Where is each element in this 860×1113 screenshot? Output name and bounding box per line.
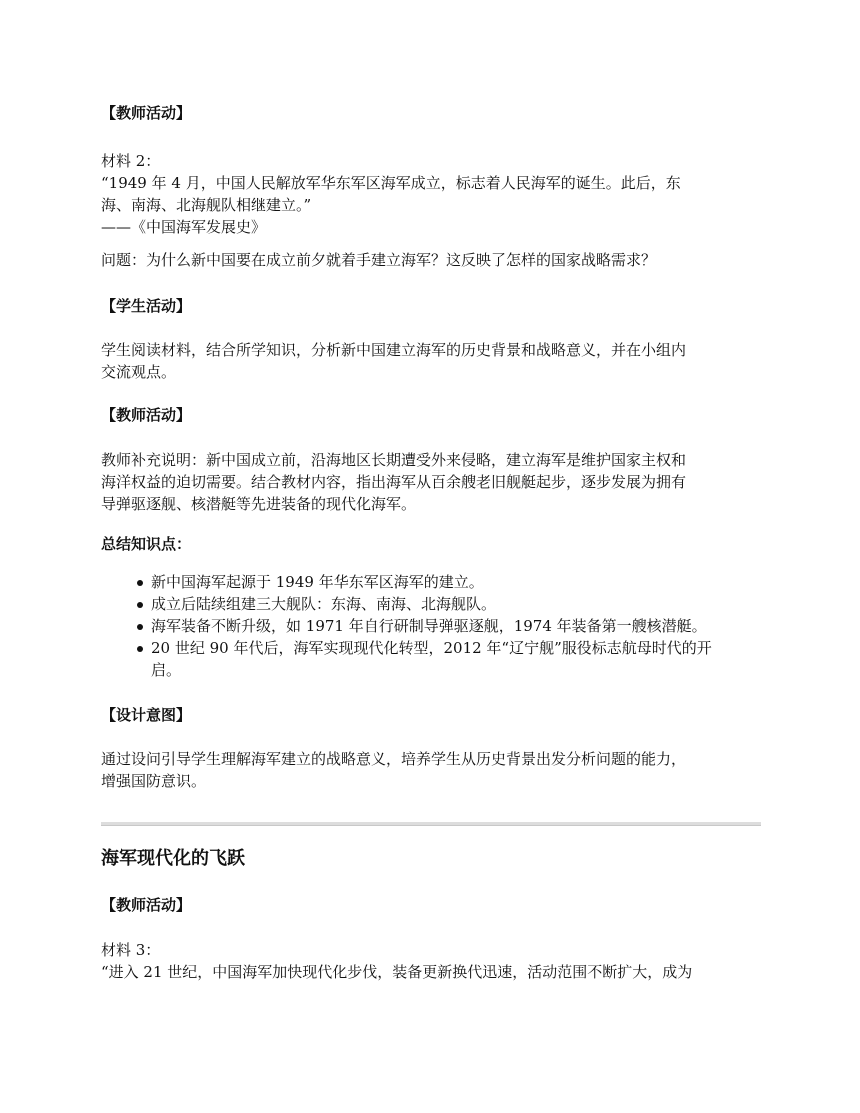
paragraph-line: 教师补充说明：新中国成立前，沿海地区长期遭受外来侵略，建立海军是维护国家主权和 (101, 451, 687, 469)
bullet-icon (137, 602, 143, 608)
material-2-quote-line: “1949 年 4 月，中国人民解放军华东军区海军成立，标志着人民海军的诞生。此后，东 (101, 174, 681, 192)
material-2-label: 材料 2： (101, 152, 161, 170)
teacher-activity-heading: 【教师活动】 (101, 896, 192, 914)
paragraph-line: 交流观点。 (101, 363, 177, 381)
design-intent-heading: 【设计意图】 (101, 706, 192, 724)
list-item (137, 571, 761, 593)
paragraph-line: 学生阅读材料，结合所学知识，分析新中国建立海军的历史背景和战略意义，并在小组内 (101, 341, 687, 359)
list-item-text: 海军装备不断升级，如 1971 年自行研制导弹驱逐舰，1974 年装备第一艘核潜艇。 (151, 617, 707, 635)
material-3-quote-line: “进入 21 世纪，中国海军加快现代化步伐，装备更新换代迅速，活动范围不断扩大，成为 (101, 963, 693, 981)
list-item-text: 启。 (151, 661, 182, 679)
material-2-source: ——《中国海军发展史》 (101, 218, 267, 236)
bullet-icon (137, 624, 143, 630)
section-divider (101, 822, 761, 826)
summary-list (137, 571, 761, 681)
list-item (137, 637, 761, 681)
material-2-block (101, 150, 761, 238)
bullet-icon (137, 580, 143, 586)
list-item-text: 新中国海军起源于 1949 年华东军区海军的建立。 (151, 573, 484, 591)
paragraph-line: 海洋权益的迫切需要。结合教材内容，指出海军从百余艘老旧舰艇起步，逐步发展为拥有 (101, 473, 687, 491)
list-item-text: 成立后陆续组建三大舰队：东海、南海、北海舰队。 (151, 595, 497, 613)
list-item (137, 593, 761, 615)
paragraph-line: 通过设问引导学生理解海军建立的战略意义，培养学生从历史背景出发分析问题的能力， (101, 750, 687, 768)
student-activity-heading: 【学生活动】 (101, 297, 192, 315)
teacher-activity-heading: 【教师活动】 (101, 406, 192, 424)
material-2-quote-line: 海、南海、北海舰队相继建立。” (101, 196, 312, 214)
list-item (137, 615, 761, 637)
question-text: 问题：为什么新中国要在成立前夕就着手建立海军？这反映了怎样的国家战略需求？ (101, 251, 657, 269)
student-activity-text (101, 339, 761, 383)
teacher-supplement-text (101, 449, 761, 515)
summary-heading: 总结知识点： (101, 535, 192, 553)
bullet-icon (137, 646, 143, 652)
teacher-activity-heading: 【教师活动】 (101, 104, 192, 122)
section-title: 海军现代化的飞跃 (101, 848, 245, 869)
paragraph-line: 增强国防意识。 (101, 772, 207, 790)
material-3-block (101, 939, 761, 983)
list-item-text: 20 世纪 90 年代后，海军实现现代化转型，2012 年“辽宁舰”服役标志航母时代的开 (151, 639, 712, 657)
design-intent-text (101, 748, 761, 792)
paragraph-line: 导弹驱逐舰、核潜艇等先进装备的现代化海军。 (101, 495, 417, 513)
material-3-label: 材料 3： (101, 941, 161, 959)
